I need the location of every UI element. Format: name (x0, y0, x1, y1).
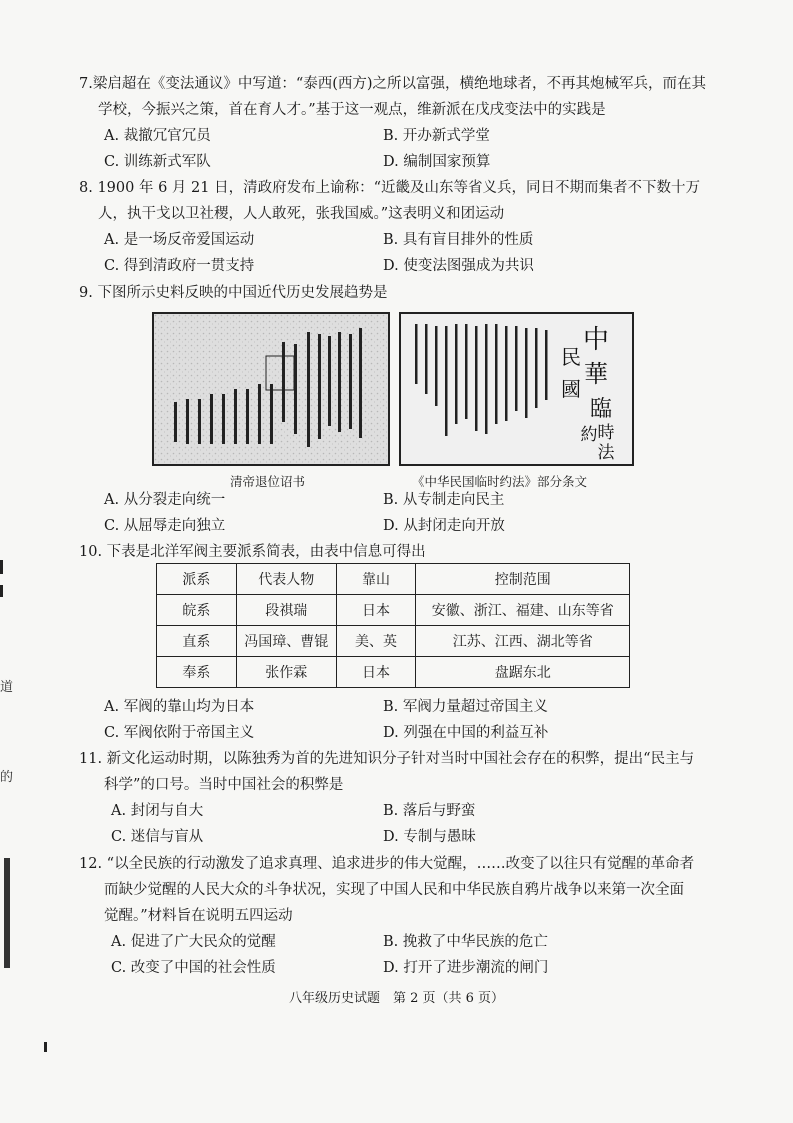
page-footer: 八年级历史试题 第 2 页（共 6 页） (288, 991, 505, 1006)
q10-option-d: D. 列强在中国的利益互补 (383, 725, 549, 741)
constitution-title-char-8: 法 (597, 443, 615, 463)
q8-stem-line2: 人，执干戈以卫社稷，人人敢死，张我国威。”这表明义和团运动 (98, 206, 505, 222)
q12-option-b: B. 挽救了中华民族的危亡 (383, 934, 548, 950)
q10-option-c: C. 军阀依附于帝国主义 (104, 725, 255, 741)
scan-edge-glyph: 道 (0, 680, 14, 695)
constitution-title-char-5: 臨 (589, 397, 613, 422)
q9-caption-right: 《中华民国临时约法》部分条文 (412, 474, 588, 489)
q12-stem-line2: 而缺少觉醒的人民大众的斗争状况，实现了中国人民和中华民族自鸦片战争以来第一次全面 (104, 882, 684, 898)
table-cell: 日本 (336, 595, 416, 626)
table-row (157, 626, 630, 657)
q7-option-b: B. 开办新式学堂 (383, 128, 490, 144)
scan-edge-glyph: 的 (0, 770, 14, 785)
q12-option-a: A. 促进了广大民众的觉醒 (111, 934, 276, 950)
abdication-edict-image (152, 312, 390, 466)
table-cell: 冯国璋、曹锟 (236, 626, 336, 657)
table-cell: 直系 (157, 626, 237, 657)
constitution-title-char-7: 約 (580, 425, 598, 445)
q9-option-a: A. 从分裂走向统一 (104, 492, 226, 508)
table-header-cell: 控制范围 (416, 564, 630, 595)
table-cell: 美、英 (336, 626, 416, 657)
q12-stem-line3: 觉醒。”材料旨在说明五四运动 (104, 908, 293, 924)
q9-stem: 9. 下图所示史料反映的中国近代历史发展趋势是 (79, 285, 388, 301)
warlord-table (156, 563, 630, 688)
table-cell: 皖系 (157, 595, 237, 626)
scan-edge-mark (0, 585, 3, 597)
table-cell: 日本 (336, 657, 416, 688)
table-cell: 奉系 (157, 657, 237, 688)
q8-stem-line1: 8. 1900 年 6 月 21 日，清政府发布上谕称：“近畿及山东等省义兵，同日不期而集者不下数十万 (79, 180, 700, 196)
q12-stem-line1: 12. “以全民族的行动激发了追求真理、追求进步的伟大觉醒，……改变了以往只有觉醒的革命者 (79, 856, 695, 872)
table-cell: 安徽、浙江、福建、山东等省 (416, 595, 630, 626)
q7-option-c: C. 训练新式军队 (104, 154, 211, 170)
constitution-title-char-1: 中 (582, 325, 610, 355)
constitution-title-char-6: 時 (597, 423, 615, 443)
table-header-row (157, 564, 630, 595)
q8-option-d: D. 使变法图强成为共识 (383, 258, 534, 274)
q8-option-c: C. 得到清政府一贯支持 (104, 258, 255, 274)
constitution-title-char-3: 華 (584, 360, 608, 388)
scan-edge-mark (44, 1042, 47, 1052)
table-header-cell: 代表人物 (236, 564, 336, 595)
q7-option-d: D. 编制国家预算 (383, 154, 491, 170)
table-cell: 盘踞东北 (416, 657, 630, 688)
q11-stem-line2: 科学”的口号。当时中国社会的积弊是 (104, 777, 344, 793)
q9-caption-left: 清帝退位诏书 (230, 474, 306, 489)
provisional-constitution-scan (401, 314, 632, 464)
q11-option-c: C. 迷信与盲从 (111, 829, 204, 845)
q9-option-c: C. 从屈辱走向独立 (104, 518, 226, 534)
q11-option-d: D. 专制与愚昧 (383, 829, 476, 845)
q8-option-b: B. 具有盲目排外的性质 (383, 232, 534, 248)
q7-stem-line2: 学校，今振兴之策，首在育人才。”基于这一观点，维新派在戊戌变法中的实践是 (98, 102, 606, 118)
table-row (157, 595, 630, 626)
table-header-cell: 靠山 (336, 564, 416, 595)
q10-option-b: B. 军阀力量超过帝国主义 (383, 699, 548, 715)
q11-stem-line1: 11. 新文化运动时期，以陈独秀为首的先进知识分子针对当时中国社会存在的积弊，提出“民主与 (79, 751, 695, 767)
q9-option-b: B. 从专制走向民主 (383, 492, 505, 508)
q12-option-c: C. 改变了中国的社会性质 (111, 960, 276, 976)
abdication-edict-scan (154, 314, 388, 464)
q7-stem-line1: 7.梁启超在《变法通议》中写道：“泰西(西方)之所以富强，横绝地球者，不再其炮械军兵，而在其 (79, 76, 707, 92)
table-row (157, 657, 630, 688)
q7-option-a: A. 裁撤冗官冗员 (104, 128, 211, 144)
table-cell: 段祺瑞 (236, 595, 336, 626)
q10-option-a: A. 军阀的靠山均为日本 (104, 699, 255, 715)
scan-edge-mark (0, 560, 3, 574)
table-cell: 张作霖 (236, 657, 336, 688)
q9-option-d: D. 从封闭走向开放 (383, 518, 505, 534)
q8-option-a: A. 是一场反帝爱国运动 (104, 232, 255, 248)
q11-option-b: B. 落后与野蛮 (383, 803, 476, 819)
q11-option-a: A. 封闭与自大 (111, 803, 204, 819)
scan-edge-bar (4, 858, 10, 968)
q10-stem: 10. 下表是北洋军阀主要派系简表，由表中信息可得出 (79, 544, 426, 560)
table-cell: 江苏、江西、湖北等省 (416, 626, 630, 657)
table-header-cell: 派系 (157, 564, 237, 595)
constitution-title-char-2: 民 (561, 345, 581, 369)
q12-option-d: D. 打开了进步潮流的闸门 (383, 960, 549, 976)
provisional-constitution-image (399, 312, 634, 466)
constitution-title-char-4: 國 (561, 377, 581, 401)
